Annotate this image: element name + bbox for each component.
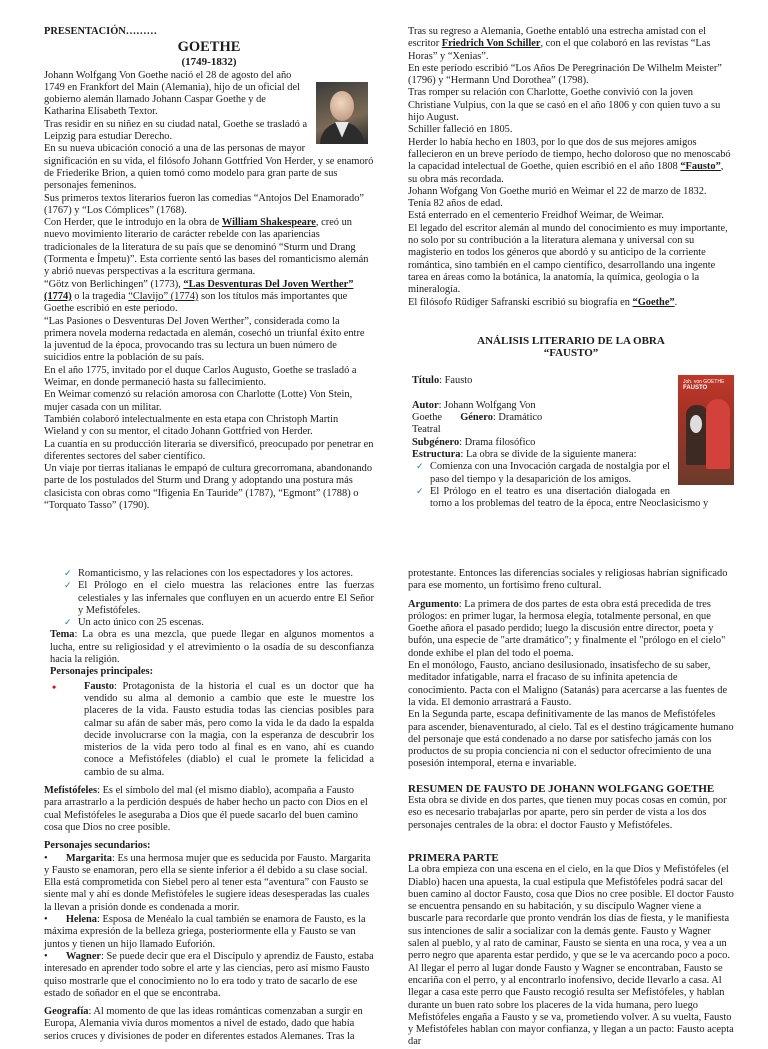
segunda-parte-paragraph: En la Segunda parte, escapa definitivamente de las manos de Mefistófeles para ascender, bienaventurado, al cielo. Tal es el destino trágicamente humano del personaje que está condenado a no darse por satisfecho jamás con los productos de su propia conciencia ni con el seductor ofrecimiento de una posesión intemporal, eterna e invariable.	[408, 709, 734, 770]
bio-paragraph: Con Herder, que le introdujo en la obra de William Shakespeare, creó un nuevo movimiento literario de carácter rebelde con las apariencias tradicionales de la literatura de su país que se denominó “Sturm und Drang (Tormenta e Ímpetu)”. Esta corriente sentó las bases del romanticismo alemán y abrió nuevas perspectivas a la escritura germana.	[44, 217, 369, 278]
resumen-heading: RESUMEN DE FAUSTO DE JOHANN WOLFGANG GOETHE	[408, 782, 715, 795]
schiller-link: Friedrich Von Schiller	[441, 38, 541, 50]
primera-parte-heading: PRIMERA PARTE	[408, 851, 499, 864]
bio-paragraph: Schiller falleció en 1805.	[408, 124, 513, 136]
mefistofeles-paragraph: Mefistófeles: Es el símbolo del mal (el mismo diablo), acompaña a Fausto para arrastrarlo a la perdición después de haber hecho un pacto con Dios en el cual Mefistófeles le aseguraba a Dios que él puede sacarlo del buen camino cosa que Dios no cree posible.	[44, 785, 368, 833]
goethe-title: GOETHE	[177, 39, 241, 56]
page1-right-column	[408, 26, 734, 510]
page1-left-column	[44, 26, 374, 511]
margarita-paragraph: • Margarita: Es una hermosa mujer que es seducida por Fausto. Margarita y Fausto se enamoran, pero ella se siente inferior a él debido a su clase social. Ella está comprometida con Siebel pero al tener esta “aventura” con Fausto se siente mal y ahí es donde Mefistófeles le sugiere ideas desesperadas las cuales la llevan a prisión donde es condenada a morir.	[44, 852, 371, 913]
bio-paragraph: El legado del escritor alemán al mundo del conocimiento es muy importante, no solo por su contribución a la literatura alemana y universal con su magisterio en todos los géneros que abordó y su anticipo de la corriente romántica, sino también en el campo científico, desarrollando una ingente tarea en áreas como la botánica, la anatomía, la química, geologia o la mineralogía.	[408, 222, 728, 296]
checkmark-icon: ✓	[64, 569, 72, 579]
presentacion-heading: PRESENTACIÓN………	[44, 26, 157, 37]
protestante-paragraph: protestante. Entonces las diferencias sociales y religiosas habrían significado para ese momento, un fortísimo freno cultural.	[408, 568, 728, 592]
personajes-secundarios-heading: Personajes secundarios:	[44, 840, 151, 852]
analysis-subtitle: “FAUSTO”	[543, 347, 599, 360]
bio-paragraph: La cuantía en su producción literaria se diversificó, preocupado por penetrar en diferentes sectores del saber científico.	[44, 438, 374, 462]
argumento-paragraph: Argumento: La primera de dos partes de esta obra está precedida de tres prólogos: en primer lugar, la hermosa elegía, totalmente personal, en que Goethe añora el pasado perdido; luego la discusión entre director, poeta y bufón, una especie de "arte dramático"; y finalmente el "prólogo en el cielo" donde exhibe el plan del todo el poema.	[408, 598, 726, 659]
bio-paragraph: Está enterrado en el cementerio Freidhof Weimar, de Weimar.	[408, 210, 665, 222]
resumen-paragraph: Esta obra se divide en dos partes, que tienen muy pocas cosas en común, por eso es necesario trabajarlas por aparte, pero sin perder de vista a los dos personajes centrales de la obra: el doctor Fausto y Mefistófeles.	[408, 795, 727, 831]
bio-paragraph: “Götz von Berlichingen” (1773), “Las Desventuras Del Joven Werther” (1774) o la tragedia “Clavijo” (1774) son los títulos más importantes que Goethe escribió en este periodo.	[44, 278, 354, 315]
page-1	[0, 0, 768, 512]
bio-paragraph: Tras residir en su niñez en su ciudad natal, Goethe se trasladó a Leipzig para estudiar Derecho.	[44, 118, 308, 143]
wagner-paragraph: • Wagner: Se puede decir que era el Discípulo y aprendiz de Fausto, estaba interesado en aprender todo sobre el arte y las ciencias, pero así mismo Fausto quiso mostrarle que el conocimiento no lo era todo y trato de sacarlo de ese estado de soñador en el que se encontraba.	[44, 950, 374, 999]
bio-paragraph: En su nueva ubicación conoció a una de las personas de mayor significación en su vida, el filósofo Johann Gottfried Von Herder, y se enamoró de Friederike Brion, a quien tomó como modelo para gran parte de sus personajes femeninos.	[44, 143, 374, 192]
geografia-paragraph: Geografía: Al momento de que las ideas románticas comenzaban a surgir en Europa, Alemania vivía duros momentos a nivel de estado, dado que había serios cruces y divisiones de poder en diferentes estados Alemanes. Tras la	[44, 1006, 363, 1042]
tema-paragraph: Tema: La obra es una mezcla, que puede llegar en algunos momentos a lucha, entre su religiosidad y el atrevimiento o la osadía de su desconfianza hacia la religión.	[50, 629, 374, 666]
page-2	[0, 512, 768, 1048]
analysis-title: ANÁLISIS LITERARIO DE LA OBRA	[477, 334, 665, 347]
bio-paragraph: En el año 1775, invitado por el duque Carlos Augusto, Goethe se trasladó a Weimar, en donde permaneció hasta su fallecimiento.	[44, 364, 357, 389]
checkmark-icon: ✓	[64, 581, 72, 592]
estructura-row: Estructura: La obra se divide de la siguiente manera:	[412, 448, 637, 460]
bio-paragraph: El filósofo Rüdiger Safranski escribió su biografía en “Goethe”.	[408, 296, 678, 308]
bio-paragraph: Johann Wolfgang Von Goethe nació el 28 de agosto del año 1749 en Frankfort del Main (Alemania), hijo de un oficial del gobierno alemán llamado Johann Caspar Goethe y de Katharina Elisabeth Textor.	[44, 69, 300, 118]
goethe-portrait	[316, 82, 368, 144]
helena-paragraph: • Helena: Esposa de Menéalo la cual también se enamora de Fausto, es la máxima expresión de la belleza griega, posteriormente ella y Fausto se van juntos y tienen un hijo llamado Euforión.	[44, 914, 366, 950]
monologo-paragraph: En el monólogo, Fausto, anciano desilusionado, insatisfecho de su saber, meditador infatigable, narra el fracaso de su infinita apetencia de conocimiento. Pacta con el Maligno (Satanás) para acercarse a las fuentes de la vida. El demonio arrastrará a Fausto.	[408, 660, 728, 708]
bio-paragraph: Johann Wofgang Von Goethe murió en Weimar el 22 de marzo de 1832.	[408, 185, 707, 197]
fausto-item: • Fausto: Protagonista de la historia el cual es un doctor que ha vendido su alma al demonio a cambio que este le muestre los placeres de la vida. Fausto estudia todas las ciencias posibles para calmar su afán de saber más, pero como la vida le da dado la espalda decide involucrarse con la magia, con la esperanza de descubrir los misterios de la vida pero todo al final es en vano, ahí es cuando conoce a Mefistófeles (diablo) el cual le promete la felicidad a cambio de su alma.	[52, 679, 374, 778]
book-author: Joh. von GOETHE	[683, 379, 725, 386]
primera-parte-paragraph: La obra empieza con una escena en el cielo, en la que Dios y Mefistófeles (el Diablo) hacen una apuesta, la cual estipula que Mefistófeles podrá sacar del buen camino al doctor Fausto, cosa que Dios no cree posible. El doctor Fausto se encuentra pensando en su habitación, y su discípulo Wagner viene a buscarle para recordarle que pronto vendrán los días de fiesta, y le manifiesta sus intenciones de salir a socializar con la demás gente. Fausto y Wagner salen al pueblo, y al rato de caminar, Fausto se sienta en una roca, y vea a un perro negro que aparenta estar perdido, y que se le va acercando poco a poco. Al llegar el perro al lugar donde Fausto y Wagner se encontraban, Fausto se encariña con el perro, y al encontrarlo inofensivo, decide llevarlo a casa. Al llegar a casa este perro que Fausto recogió resulta ser Mefistófeles, y hablan durante un buen rato sobre los placeres de la vida humana, pero luego Mefistófeles engaña a Fausto y se va, prometiendo volver. A su vuelta, Fausto y Mefistófeles hablan con mayor confianza, y llegan a un pacto: Fausto acepta dar	[408, 864, 734, 1048]
bio-paragraph: Tras su regreso a Alemania, Goethe entabló una estrecha amistad con el escritor Friedrich Von Schiller, con el que colaboró en las revistas “Las Horas” y “Xenias”.	[408, 26, 711, 62]
list-item: ✓ Comienza con una Invocación cargada de nostalgia por el paso del tiempo y la desaparición de los amigos.	[416, 461, 670, 485]
bio-paragraph: En Weimar comenzó su relación amorosa con Charlotte (Lotte) Von Stein, mujer casada con un militar.	[44, 389, 353, 413]
autor-row: Autor: Johann Wolfgang Von Goethe Género: Dramático Teatral	[412, 399, 543, 436]
list-item: ✓ El Prólogo en el cielo muestra las relaciones entre las fuerzas celestiales y las infernales que confluyen en un acuerdo entre El Señor y Mefistófeles.	[64, 580, 374, 616]
list-item: ✓ Romanticismo, y las relaciones con los espectadores y los actores.	[64, 568, 353, 579]
bio-paragraph: También colaboró intelectualmente en esta etapa con Christoph Martin Wieland y con su mentor, el citado Johann Gottfried von Herder.	[44, 413, 339, 438]
list-item: ✓ El Prólogo en el teatro es una disertación dialogada en torno a los problemas del teatro de la época, entre Neoclasicismo y	[416, 485, 709, 510]
checkmark-icon: ✓	[64, 618, 72, 629]
bio-paragraph: Herder lo había hecho en 1803, por lo que dos de sus mejores amigos fallecieron en un breve período de tiempo, hecho doloroso que no menoscabó la capacidad intelectual de Goethe, quien escribió en el año 1808 “Fausto”, su obra más recordada.	[408, 136, 731, 185]
bio-paragraph: Tras romper su relación con Charlotte, Goethe convivió con la joven Christiane Vulpius, con la que se casó en el año 1806 y con quien tuvo a su hijo August.	[408, 87, 721, 124]
bio-paragraph: En este período escribió “Los Años De Peregrinación De Wilhelm Meister” (1796) y “Hermann Und Dorothea” (1798).	[408, 62, 722, 87]
subgenero-row: Subgénero: Drama filosófico	[412, 436, 536, 448]
checkmark-icon: ✓	[416, 462, 424, 473]
goethe-dates: (1749-1832)	[181, 56, 237, 69]
bio-paragraph: “Las Pasiones o Desventuras Del Joven Werther”, considerada como la primera novela moderna redactada en alemán, cosechó un triunfal éxito entre la juventud de la época, provocando tras su lectura un buen número de suicidios entre la población de su país.	[44, 315, 365, 364]
bio-paragraph: Tenía 82 años de edad.	[408, 198, 503, 210]
bio-paragraph: Sus primeros textos literarios fueron las comedias “Antojos Del Enamorado” (1767) y “Los Cómplices” (1768).	[44, 192, 365, 216]
estructura-list	[408, 461, 734, 510]
book-title: FAUSTO	[683, 385, 708, 392]
shakespeare-link: William Shakespeare	[221, 217, 316, 229]
bio-paragraph: Un viaje por tierras italianas le empapó de cultura grecorromana, abandonando parte de los postulados del Sturm und Drang y adoptando una postura más clasicista con obras como “Ifigenia En Tauride” (1787), “Egmont” (1788) o “Torquato Tasso” (1790).	[44, 463, 373, 511]
list-item: ✓ Un acto único con 25 escenas.	[64, 617, 204, 629]
personajes-principales-heading: Personajes principales:	[50, 666, 154, 678]
page2-right-column	[408, 568, 734, 1048]
checkmark-icon: ✓	[416, 486, 424, 497]
page2-left-column	[44, 568, 374, 1042]
titulo-row: Título: Fausto	[412, 375, 473, 387]
estructura-list-continued	[44, 568, 374, 629]
bullet-icon: •	[52, 679, 57, 694]
